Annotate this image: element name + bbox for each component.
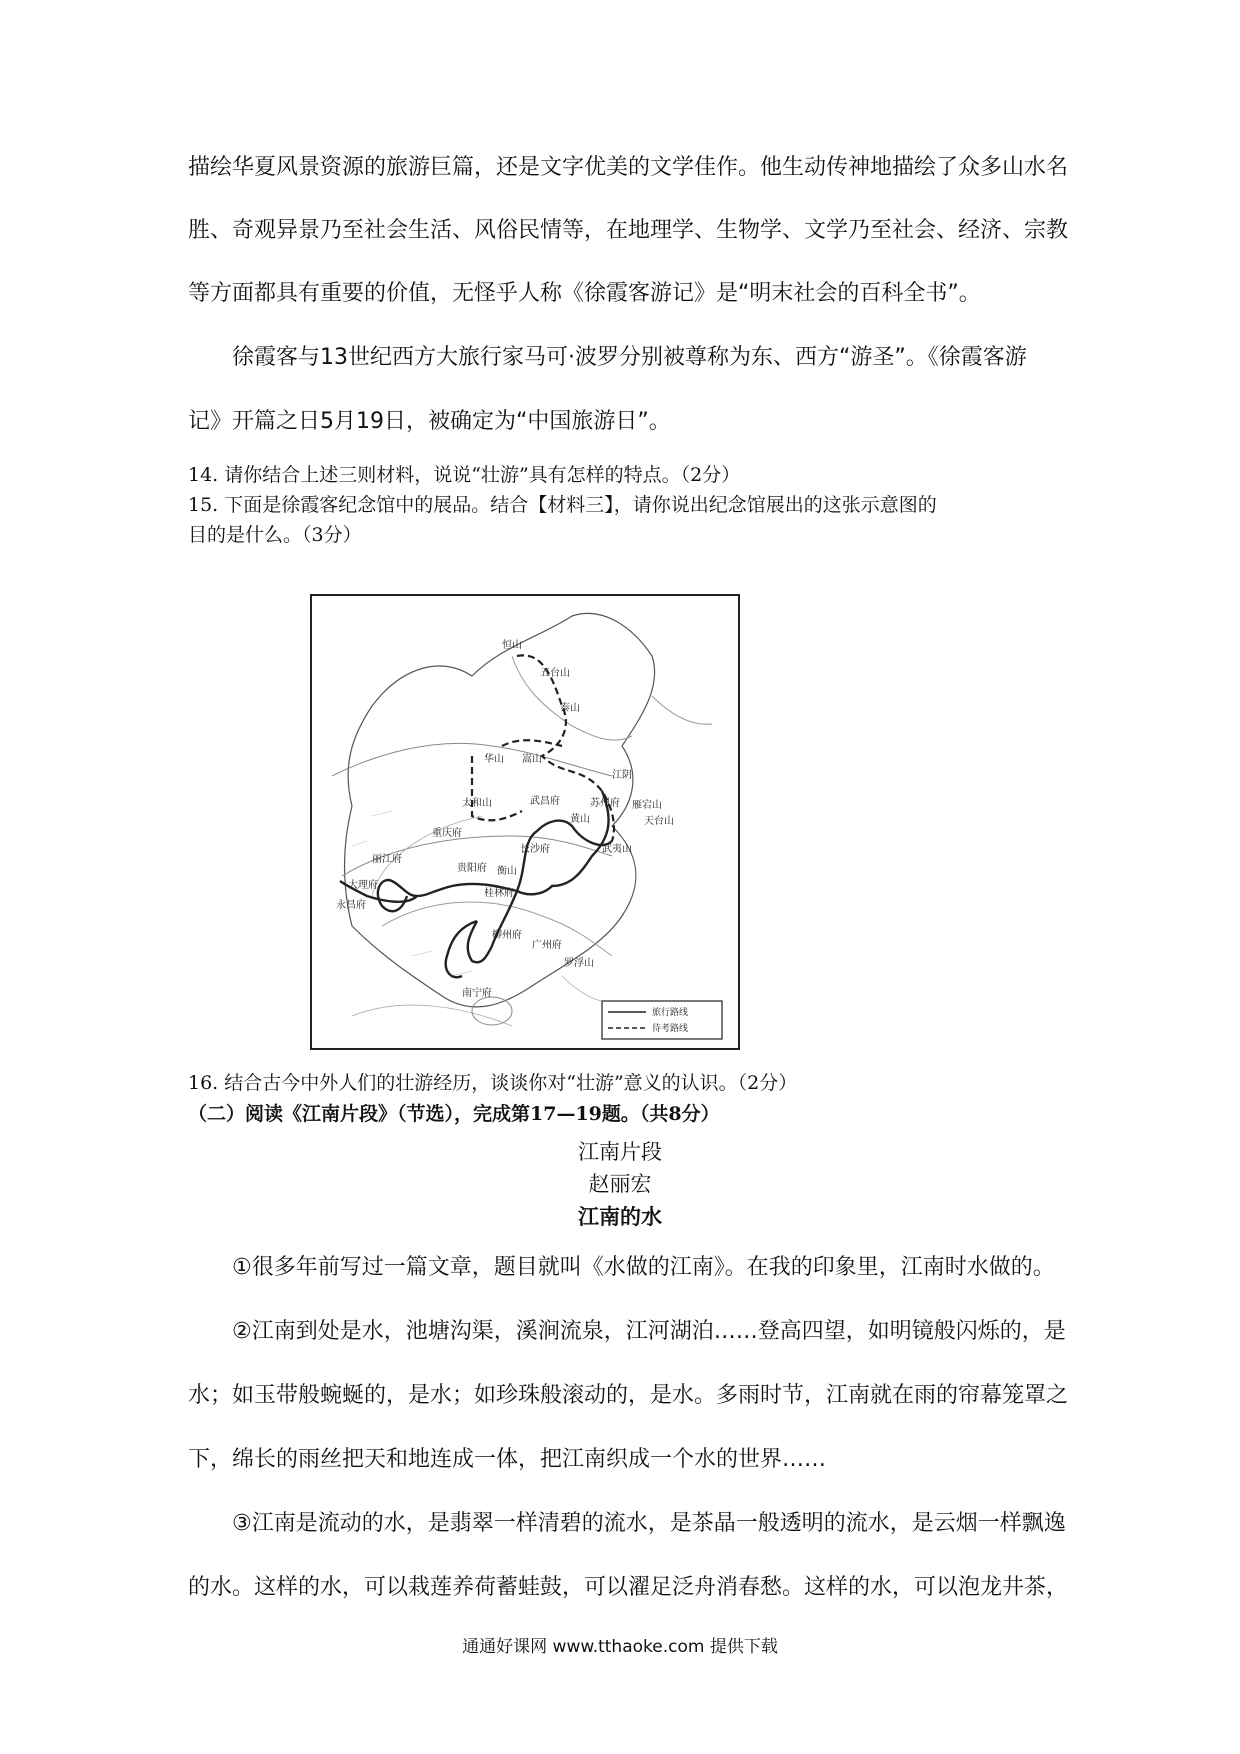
map-place-label: 武夷山 [602,844,632,855]
article-line: 下，绵长的雨丝把天和地连成一体，把江南织成一个水的世界…… [188,1447,827,1472]
map-place-label: 苏州府 [590,798,620,809]
map-place-label: 嵩山 [522,754,542,765]
question-14: 14. 请你结合上述三则材料，说说“壮游”具有怎样的特点。（2分） [188,464,741,486]
xu-xiake-route-map [310,594,740,1050]
map-place-label: 太和山 [462,798,492,809]
article-line: ②江南到处是水，池塘沟渠，溪涧流泉，江河湖泊……登高四望，如明镜般闪烁的，是 [232,1319,1066,1344]
question-16: 16. 结合古今中外人们的壮游经历，谈谈你对“壮游”意义的认识。（2分） [188,1072,798,1094]
map-place-label: 天台山 [644,816,674,827]
page-footer: 通通好课网 www.tthaoke.com 提供下载 [462,1637,778,1657]
map-place-label: 罗浮山 [564,958,594,969]
map-place-label: 黄山 [570,814,590,825]
legend-solid-label: 旅行路线 [652,1008,689,1018]
map-place-label: 桂林府 [484,888,514,899]
map-place-label: 五台山 [540,668,570,679]
map-place-label: 华山 [484,754,504,765]
article-line: ①很多年前写过一篇文章，题目就叫《水做的江南》。在我的印象里，江南时水做的。 [232,1255,1055,1280]
map-place-label: 泰山 [560,703,580,714]
question-15-line2: 目的是什么。（3分） [188,524,362,546]
map-place-label: 永昌府 [336,900,366,911]
map-place-label: 雁宕山 [632,800,662,811]
map-place-label: 南宁府 [462,988,492,999]
article-line: 水；如玉带般蜿蜒的，是水；如珍珠般滚动的，是水。多雨时节，江南就在雨的帘幕笼罩之 [188,1383,1069,1408]
map-place-label: 恒山 [502,640,522,651]
map-place-label: 贵阳府 [457,863,487,874]
map-place-label: 柳州府 [492,930,522,941]
map-place-label: 江阴 [612,770,632,781]
question-15-line1: 15. 下面是徐霞客纪念馆中的展品。结合【材料三】，请你说出纪念馆展出的这张示意图的 [188,494,937,516]
map-place-label: 武昌府 [530,796,560,807]
legend-dashed-label: 待考路线 [652,1024,689,1034]
map-place-label: 重庆府 [432,828,462,839]
route-map-icon [312,596,738,1048]
article-title: 江南片段 [578,1140,662,1164]
map-place-label: 广州府 [532,940,562,951]
map-place-label: 丽江府 [372,854,402,865]
paragraph-line: 徐霞客与13世纪西方大旅行家马可·波罗分别被尊称为东、西方“游圣”。《徐霞客游 [232,345,1027,370]
article-author: 赵丽宏 [588,1172,652,1196]
article-subtitle: 江南的水 [578,1205,662,1229]
paragraph-line: 胜、奇观异景乃至社会生活、风俗民情等，在地理学、生物学、文学乃至社会、经济、宗教 [188,218,1069,243]
map-place-label: 衡山 [497,866,517,877]
map-place-label: 大理府 [348,880,378,891]
article-line: ③江南是流动的水，是翡翠一样清碧的流水，是茶晶一般透明的流水，是云烟一样飘逸 [232,1511,1066,1536]
section-heading: （二）阅读《江南片段》（节选），完成第17—19题。（共8分） [188,1103,720,1125]
paragraph-line: 描绘华夏风景资源的旅游巨篇，还是文字优美的文学佳作。他生动传神地描绘了众多山水名 [188,155,1069,180]
article-line: 的水。这样的水，可以栽莲养荷蓄蛙鼓，可以濯足泛舟消春愁。这样的水，可以泡龙井茶， [188,1575,1069,1600]
paragraph-line: 等方面都具有重要的价值，无怪乎人称《徐霞客游记》是“明末社会的百科全书”。 [188,281,981,306]
paragraph-line: 记》开篇之日5月19日，被确定为“中国旅游日”。 [188,409,671,434]
map-place-label: 长沙府 [520,844,550,855]
